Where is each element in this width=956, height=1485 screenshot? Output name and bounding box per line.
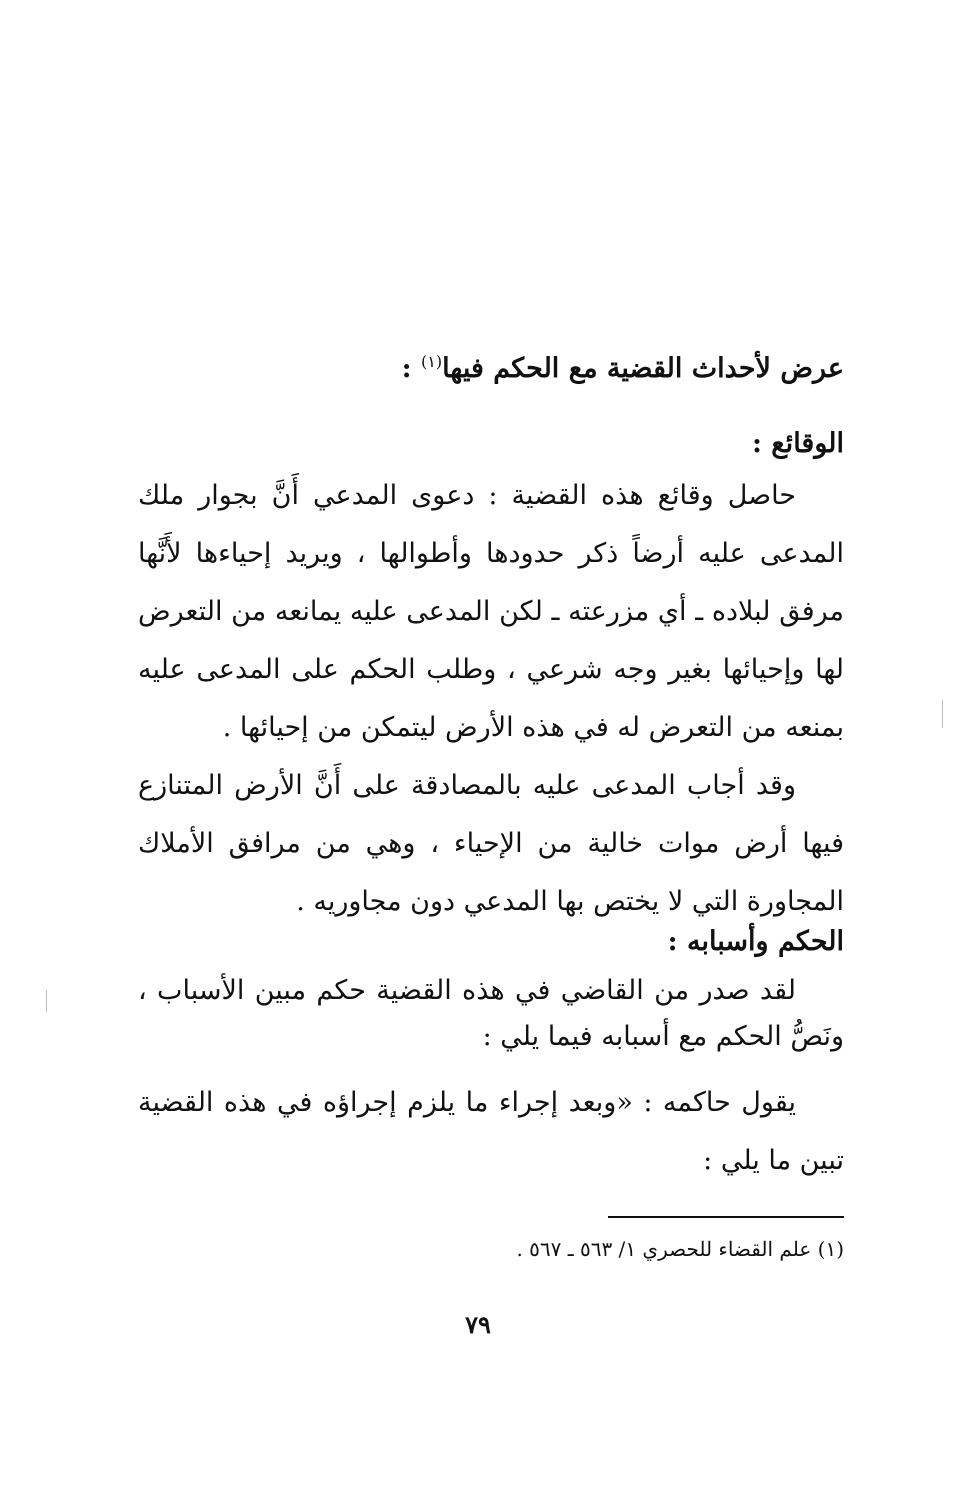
footnote: (١) علم القضاء للحصري ١/ ٥٦٣ ـ ٥٦٧ . [516, 1237, 844, 1261]
ruling-section [138, 968, 844, 1190]
facts-heading: الوقائع : [751, 428, 844, 459]
facts-paragraph-1: حاصل وقائع هذه القضية : دعوى المدعي أَنَّ بجوار ملك المدعى عليه أرضاً ذكر حدودها وأطوالها ، ويريد إحياءها لأَنَّها مرفق لبلاده ـ أي مزرعته ـ لكن المدعى عليه يمانعه من التعرض لها وإحيائها بغير وجه شرعي ، وطلب الحكم على المدعى عليه بمنعه من التعرض له في هذه الأرض ليتمكن من إحيائها . [138, 480, 845, 743]
margin-scan-mark [942, 700, 943, 728]
page-number: ٧٩ [465, 1310, 491, 1339]
ruling-heading: الحكم وأسبابه : [667, 926, 844, 957]
facts-section [138, 467, 844, 931]
footnote-reference: (١) [421, 352, 443, 371]
ruling-paragraph-2: يقول حاكمه : «وبعد إجراء ما يلزم إجراؤه في هذه القضية تبين ما يلي : [138, 1087, 844, 1176]
main-heading-text: عرض لأحداث القضية مع الحكم فيها [442, 353, 844, 384]
ruling-paragraph-1: لقد صدر من القاضي في هذه القضية حكم مبين الأسباب ، ونَصُّ الحكم مع أسبابه فيما يلي : [138, 975, 844, 1052]
main-heading-suffix: : [401, 353, 412, 384]
facts-paragraph-2: وقد أجاب المدعى عليه بالمصادقة على أَنَّ الأرض المتنازع فيها أرض موات خالية من الإحياء ، وهي من مرافق الأملاك المجاورة التي لا يختص بها المدعي دون مجاوريه . [138, 770, 844, 917]
main-heading [138, 342, 844, 389]
margin-scan-mark [46, 990, 47, 1012]
footnote-divider [608, 1216, 844, 1218]
